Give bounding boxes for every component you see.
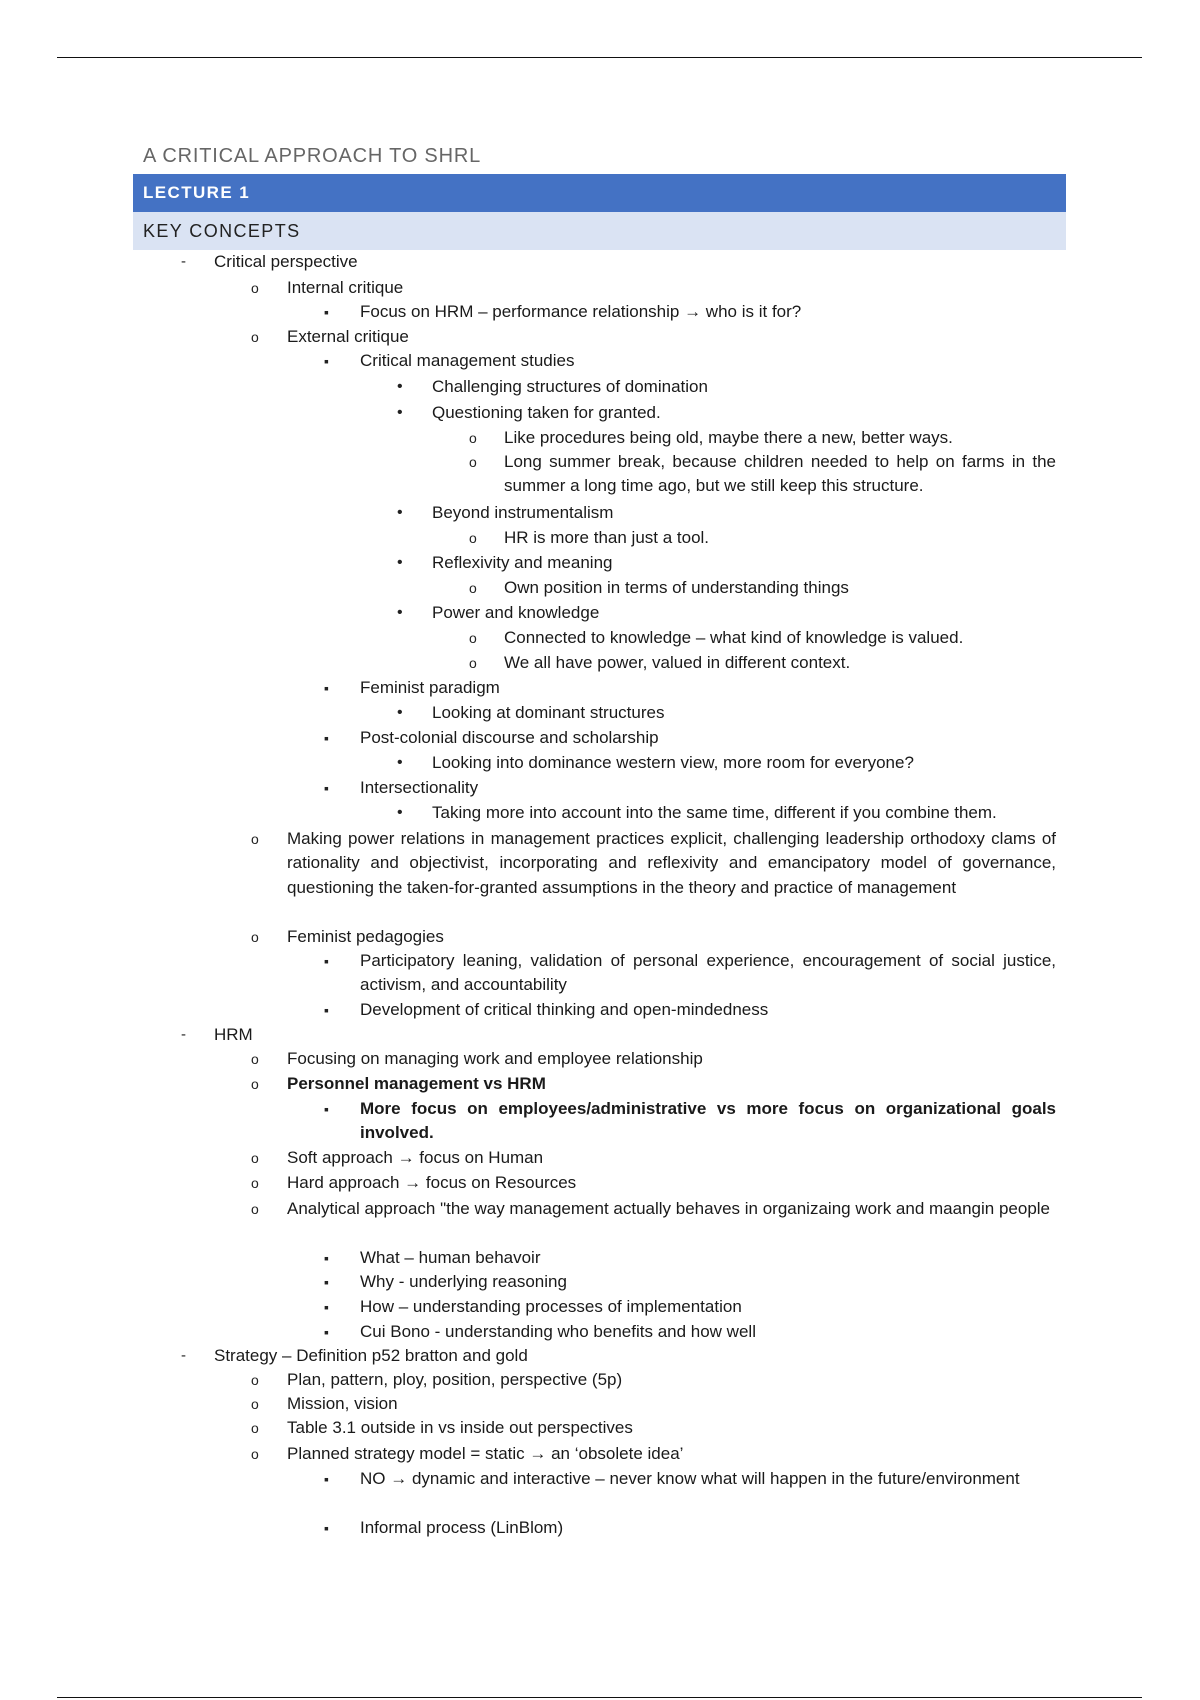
circle-bullet: o [251, 280, 259, 296]
outline-item: What – human behavoir [360, 1248, 541, 1267]
square-bullet: ▪ [324, 1471, 329, 1487]
square-bullet: ▪ [324, 780, 329, 796]
outline-item: Challenging structures of domination [432, 377, 708, 396]
square-bullet: ▪ [324, 1274, 329, 1290]
section-heading: KEY CONCEPTS [133, 212, 1066, 250]
outline-item: Focusing on managing work and employee relationship [287, 1049, 703, 1068]
outline-item: Post-colonial discourse and scholarship [360, 728, 659, 747]
circle-bullet: o [469, 430, 477, 446]
outline-item: Feminist paradigm [360, 678, 500, 697]
dot-bullet: • [397, 404, 403, 421]
outline-item: Feminist pedagogies [287, 927, 444, 946]
outline-item: Connected to knowledge – what kind of knowledge is valued. [504, 628, 964, 647]
circle-bullet: o [469, 630, 477, 646]
circle-bullet: o [251, 1396, 259, 1412]
outline-item: Like procedures being old, maybe there a new, better ways. [504, 428, 953, 447]
outline-item: NO → dynamic and interactive – never know what will happen in the future/environment [360, 1469, 1020, 1488]
dot-bullet: • [397, 754, 403, 771]
circle-bullet: o [251, 1372, 259, 1388]
outline-item: Cui Bono - understanding who benefits and how well [360, 1322, 756, 1341]
outline-item: Intersectionality [360, 778, 479, 797]
outline-item: Participatory leaning, validation of personal experience, encouragement of social justice, activism, and accountability [360, 951, 1056, 995]
outline-item: Why - underlying reasoning [360, 1272, 567, 1291]
bottom-rule [57, 1697, 1142, 1698]
dot-bullet: • [397, 704, 403, 721]
outline-item: Internal critique [287, 278, 404, 297]
outline-item: Beyond instrumentalism [432, 503, 614, 522]
outline-item: Development of critical thinking and open-mindedness [360, 1000, 769, 1019]
square-bullet: ▪ [324, 353, 329, 369]
outline-item: How – understanding processes of implementation [360, 1297, 742, 1316]
circle-bullet: o [469, 655, 477, 671]
square-bullet: ▪ [324, 1101, 329, 1117]
circle-bullet: o [469, 454, 477, 470]
outline-item: Critical perspective [214, 252, 358, 271]
lecture-heading: LECTURE 1 [133, 174, 1066, 212]
dot-bullet: • [397, 504, 403, 521]
outline-item: Power and knowledge [432, 603, 600, 622]
outline-item: Planned strategy model = static → an ‘obsolete idea’ [287, 1444, 684, 1463]
square-bullet: ▪ [324, 304, 329, 320]
circle-bullet: o [251, 1175, 259, 1191]
outline-item: Hard approach → focus on Resources [287, 1173, 577, 1192]
dash-bullet: - [181, 1347, 186, 1364]
dash-bullet: - [181, 1026, 186, 1043]
outline-item: Long summer break, because children needed to help on farms in the summer a long time ago, but we still keep this structure. [504, 452, 1056, 496]
square-bullet: ▪ [324, 680, 329, 696]
square-bullet: ▪ [324, 1299, 329, 1315]
top-rule [57, 57, 1142, 58]
outline-item: Looking at dominant structures [432, 703, 665, 722]
outline-item: Personnel management vs HRM [287, 1074, 546, 1093]
dash-bullet: - [181, 253, 186, 270]
outline-item: Taking more into account into the same time, different if you combine them. [432, 803, 997, 822]
outline-item: Questioning taken for granted. [432, 403, 661, 422]
dot-bullet: • [397, 378, 403, 395]
circle-bullet: o [469, 580, 477, 596]
circle-bullet: o [251, 329, 259, 345]
outline-item: Informal process (LinBlom) [360, 1518, 564, 1537]
outline-item: Own position in terms of understanding things [504, 578, 849, 597]
dot-bullet: • [397, 804, 403, 821]
dot-bullet: • [397, 604, 403, 621]
circle-bullet: o [251, 1446, 259, 1462]
outline-item: External critique [287, 327, 409, 346]
circle-bullet: o [251, 1051, 259, 1067]
circle-bullet: o [469, 530, 477, 546]
document-title: A CRITICAL APPROACH TO SHRL [143, 145, 481, 167]
outline-item: We all have power, valued in different context. [504, 653, 851, 672]
outline-item: Analytical approach "the way management actually behaves in organizaing work and maangin people [287, 1199, 1051, 1218]
outline-item: Critical management studies [360, 351, 575, 370]
circle-bullet: o [251, 831, 259, 847]
dot-bullet: • [397, 554, 403, 571]
outline-item: HR is more than just a tool. [504, 528, 710, 547]
square-bullet: ▪ [324, 953, 329, 969]
outline-item: Soft approach → focus on Human [287, 1148, 544, 1167]
outline-item: Mission, vision [287, 1394, 398, 1413]
outline-item: Table 3.1 outside in vs inside out perspectives [287, 1418, 633, 1437]
circle-bullet: o [251, 1201, 259, 1217]
outline-item: Making power relations in management practices explicit, challenging leadership orthodoxy clams of rationality and objectivist, incorporating and reflexivity and emancipatory model of governance, questioning the taken-for-granted assumptions in the theory and practice of management [287, 829, 1056, 897]
circle-bullet: o [251, 1076, 259, 1092]
outline-item: Strategy – Definition p52 bratton and gold [214, 1346, 528, 1365]
outline-item: More focus on employees/administrative vs more focus on organizational goals involved. [360, 1099, 1056, 1143]
circle-bullet: o [251, 929, 259, 945]
outline-item: Focus on HRM – performance relationship → who is it for? [360, 302, 802, 321]
circle-bullet: o [251, 1150, 259, 1166]
outline-item: Reflexivity and meaning [432, 553, 613, 572]
square-bullet: ▪ [324, 1520, 329, 1536]
outline-item: Plan, pattern, ploy, position, perspective (5p) [287, 1370, 623, 1389]
square-bullet: ▪ [324, 1324, 329, 1340]
square-bullet: ▪ [324, 1002, 329, 1018]
square-bullet: ▪ [324, 730, 329, 746]
circle-bullet: o [251, 1420, 259, 1436]
outline-item: HRM [214, 1025, 253, 1044]
outline-item: Looking into dominance western view, more room for everyone? [432, 753, 914, 772]
square-bullet: ▪ [324, 1250, 329, 1266]
